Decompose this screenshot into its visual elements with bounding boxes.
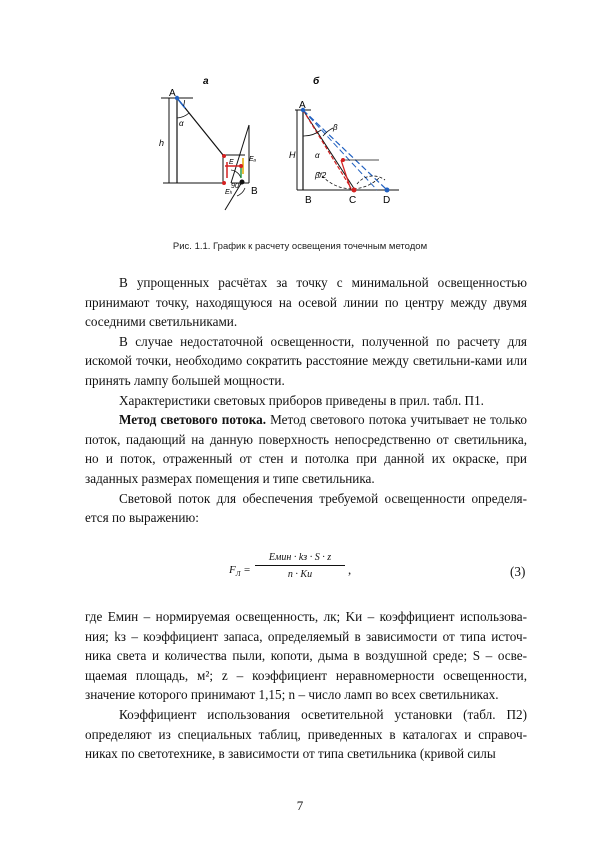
a-label-E: E: [229, 159, 234, 166]
b-label-beta: β: [333, 123, 338, 132]
formula-fraction: [255, 552, 345, 580]
paragraph-4: [85, 410, 527, 488]
paragraph-5: Световой поток для обеспечения требуемой освещенности определя-ется по выражению:: [85, 490, 527, 526]
body-text: [85, 273, 527, 528]
panel-a-label: а: [203, 76, 209, 87]
section-heading: Метод светового потока.: [119, 412, 267, 428]
b-label-beta2: β/2: [315, 171, 327, 180]
b-label-alpha: α: [315, 151, 320, 160]
b-label-D: D: [383, 195, 391, 206]
b-label-C: C: [349, 195, 357, 206]
figure-lighting-diagram: [145, 70, 415, 220]
body-text-2: [85, 607, 527, 764]
a-label-Ea: Eₐ: [249, 156, 257, 163]
a-label-h: h: [159, 138, 165, 148]
a-label-B: B: [251, 186, 258, 197]
paragraph-2: В случае недостаточной освещенности, полученной по расчету для искомой точки, необходимо сократить расстояние между светильни-ками или принять лампу большей мощности.: [85, 333, 527, 388]
formula-numerator: Eмин · kз · S · z: [255, 552, 345, 566]
formula-3: [0, 548, 600, 598]
a-label-90: 90°: [231, 183, 242, 190]
a-label-A: A: [169, 88, 176, 99]
formula-denominator: n · Kи: [287, 569, 313, 580]
paragraph-7: Коэффициент использования осветительной установки (табл. П2) определяют из специальных таблиц, приведенных в каталогах и справоч-никах по светотехнике, в зависимости от типа светильника (кривой силы: [85, 706, 527, 762]
b-label-B: B: [305, 195, 312, 206]
a-label-alpha: α: [179, 119, 184, 128]
a-label-Eh: Eₕ: [225, 189, 233, 196]
paragraph-1: В упрощенных расчётах за точку с минимальной освещенностью принимают точку, находящуюся на осевой линии по центру между двумя соседними светильниками.: [85, 275, 527, 330]
panel-b-diagram: [289, 100, 399, 206]
paragraph-4-text: Метод светового потока учитывает не только поток, падающий на данную поверхность непосредственно от светильника, но и поток, отраженный от стен и потолка при данной их окраске, при заданных размерах помещения и типе светильника.: [85, 412, 528, 486]
formula-lhs: $F_Л$ =: [229, 564, 251, 579]
panel-a-diagram: [159, 88, 258, 210]
figure-caption: Рис. 1.1. График к расчету освещения точечным методом: [172, 241, 428, 252]
paragraph-3: Характеристики световых приборов приведены в прил. табл. П1.: [119, 392, 484, 408]
b-label-A: A: [299, 100, 306, 111]
equation-number: (3): [510, 564, 526, 579]
paragraph-6: где Eмин – нормируемая освещенность, лк; Kи – коэффициент использова-ния; kз – коэффициент запаса, определяемый в зависимости от типа источ-ника света и количества пыли, копоти, дыма в воздушной среде; S – осве-щаемая площадь, м²; z – коэффициент неравномерности освещенности, значение которого принимают 1,15; n – число ламп во всех светильниках.: [85, 609, 527, 703]
page-number: 7: [296, 798, 304, 813]
panel-b-label: б: [313, 76, 320, 87]
formula-comma: ,: [348, 562, 352, 577]
b-label-H: H: [289, 150, 296, 160]
a-label-I: I: [183, 99, 186, 108]
